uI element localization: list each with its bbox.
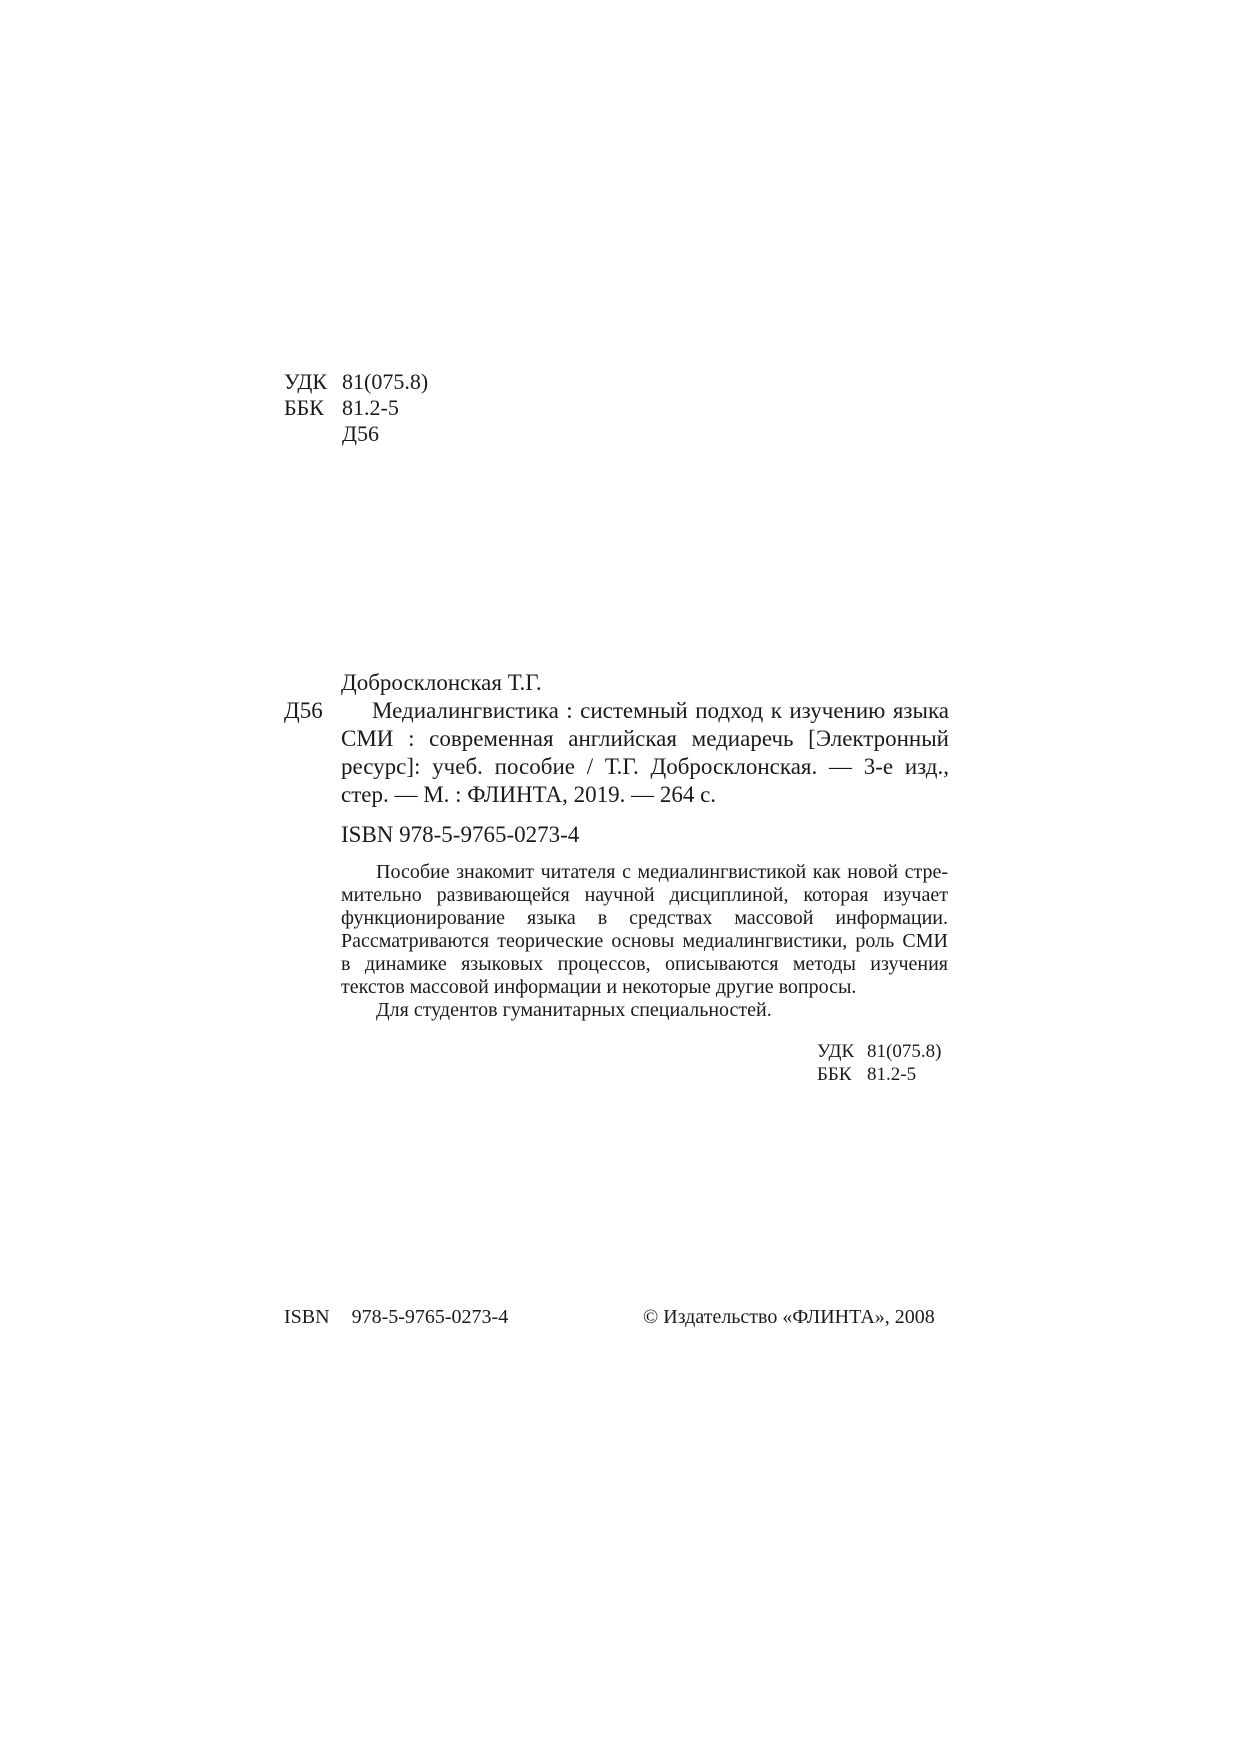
top-udk-label: УДК (284, 369, 328, 394)
annotation-line: в динамике языковых процессов, описываются методы изучения (341, 953, 948, 975)
author-mark: Д56 (284, 698, 323, 723)
bottom-bbk-label: ББК (817, 1064, 852, 1085)
title-line: стер. — М. : ФЛИНТА, 2019. — 264 с. (341, 782, 717, 807)
annotation-audience: Для студентов гуманитарных специальностей. (376, 999, 772, 1021)
annotation-line: текстов массовой информации и некоторые другие вопросы. (341, 976, 857, 998)
title-line: Медиалингвистика : системный подход к изучению языка (372, 698, 949, 723)
top-udk-value: 81(075.8) (342, 369, 429, 394)
copyright-notice: © Издательство «ФЛИНТА», 2008 (643, 1306, 935, 1328)
top-author-mark: Д56 (342, 421, 380, 446)
top-bbk-label: ББК (284, 395, 324, 420)
bottom-udk-value: 81(075.8) (867, 1041, 942, 1062)
author-heading: Добросклонская Т.Г. (341, 670, 542, 695)
title-line: ресурс]: учеб. пособие / Т.Г. Добросклонская. — 3-е изд., (341, 754, 949, 779)
annotation-line: мительно развивающейся научной дисциплиной, которая изучает (341, 884, 948, 906)
bottom-bbk-row (817, 1063, 967, 1089)
title-line: СМИ : современная английская медиаречь [Электронный (341, 726, 949, 751)
footer-isbn (284, 1305, 508, 1329)
footer-isbn-value: 978-5-9765-0273-4 (351, 1306, 509, 1328)
bottom-udk-label: УДК (817, 1041, 855, 1062)
annotation-line: Рассматриваются теорические основы медиалингвистики, роль СМИ (341, 930, 948, 952)
bottom-bbk-value: 81.2-5 (867, 1064, 917, 1085)
annotation-line: Пособие знакомит читателя с медиалингвистикой как новой стре- (376, 861, 948, 883)
isbn-line: ISBN 978-5-9765-0273-4 (341, 822, 580, 847)
top-udk-row (284, 369, 484, 395)
top-bbk-row (284, 395, 484, 421)
footer-isbn-label: ISBN (284, 1306, 330, 1328)
annotation-line: функционирование языка в средствах массовой информации. (341, 907, 948, 929)
top-bbk-value: 81.2-5 (342, 395, 399, 420)
